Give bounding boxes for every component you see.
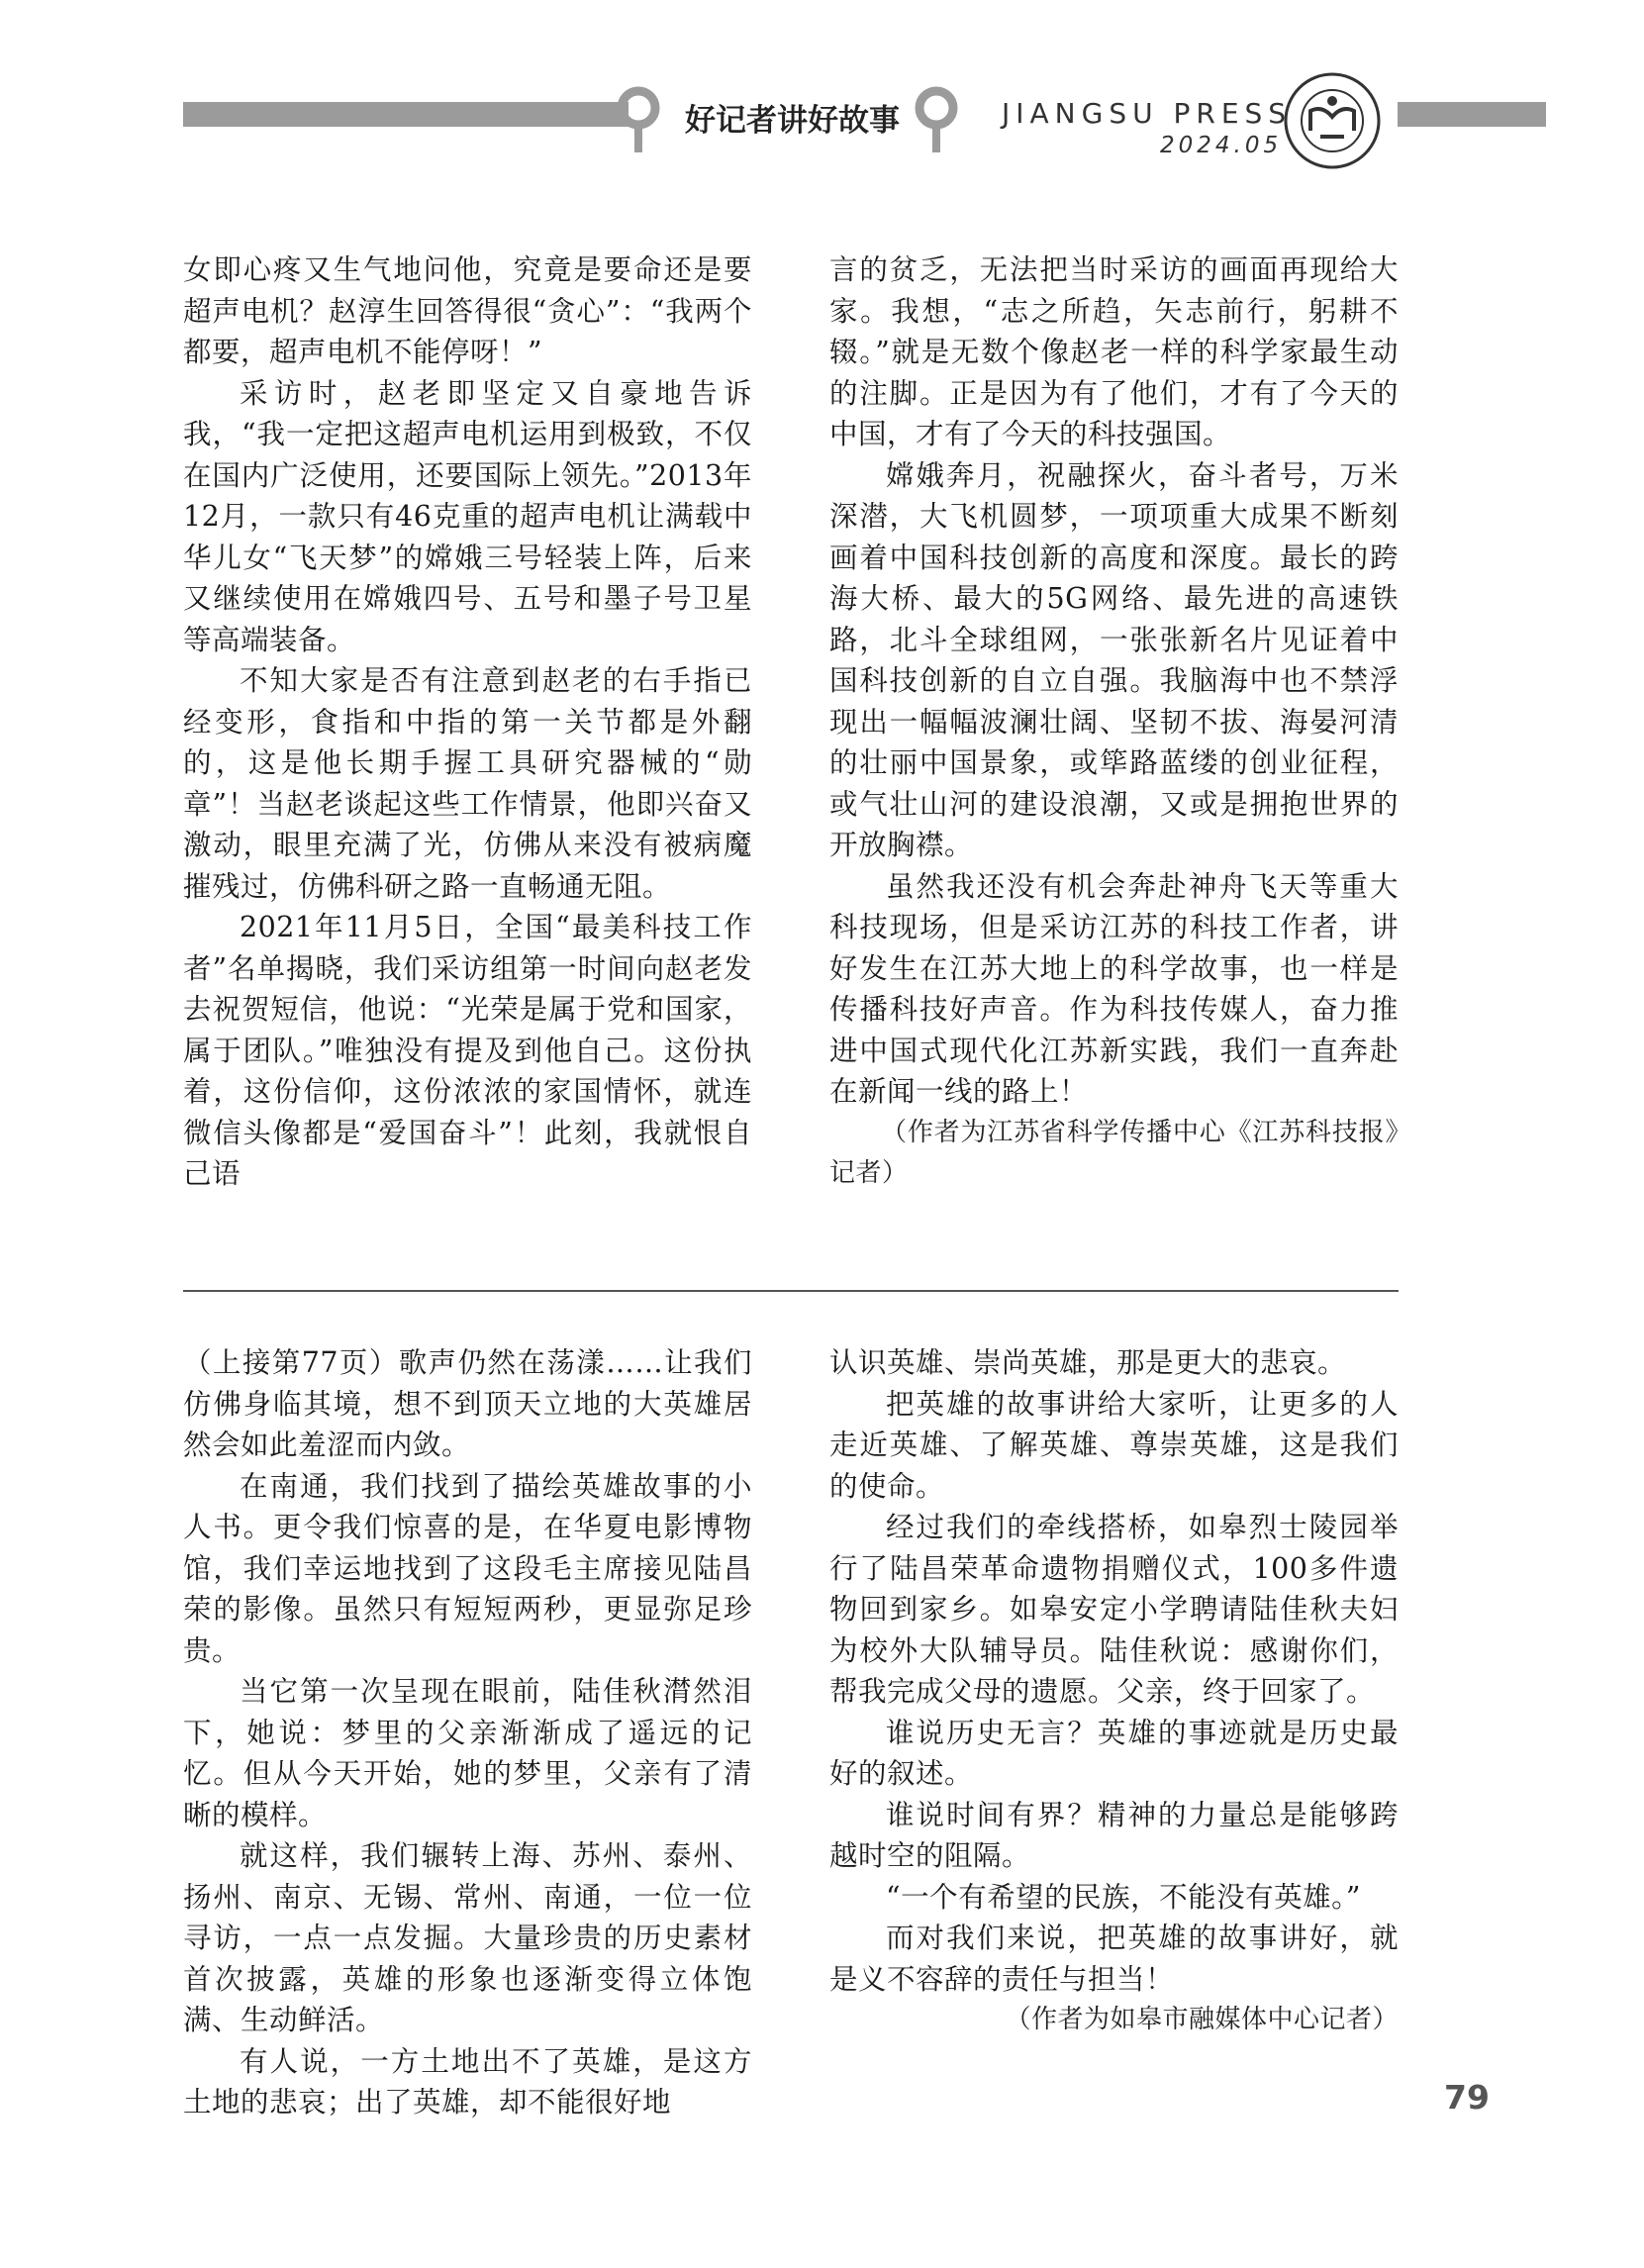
paragraph: 言的贫乏，无法把当时采访的画面再现给大家。我想，“志之所趋，矢志前行，躬耕不辍。”就是无数个像赵老一样的科学家最生动的注脚。正是因为有了他们，才有了今天的中国，才有了今天的科技强国。 (829, 253, 1399, 450)
article1-right-column (829, 249, 1399, 1195)
paragraph: 当它第一次呈现在眼前，陆佳秋潸然泪下，她说：梦里的父亲渐渐成了遥远的记忆。但从今天开始，她的梦里，父亲有了清晰的模样。 (183, 1675, 752, 1831)
paragraph: 而对我们来说，把英雄的故事讲好，就是义不容辞的责任与担当！ (829, 1922, 1399, 1996)
paragraph: 2021年11月5日，全国“最美科技工作者”名单揭晓，我们采访组第一时间向赵老发去祝贺短信，他说：“光荣是属于党和国家，属于团队。”唯独没有提及到他自己。这份执着，这份信仰，这份浓浓的家国情怀，就连微信头像都是“爱国奋斗”！此刻，我就恨自己语 (183, 911, 752, 1190)
page-number: 79 (1444, 2078, 1490, 2117)
header-bar-right (1398, 102, 1546, 127)
author-byline: （作者为如皋市融媒体中心记者） (1005, 2005, 1399, 2034)
paragraph: 经过我们的牵线搭桥，如皋烈士陵园举行了陆昌荣革命遗物捐赠仪式，100多件遗物回到家乡。如皋安定小学聘请陆佳秋夫妇为校外大队辅导员。陆佳秋说：感谢你们，帮我完成父母的遗愿。父亲，终于回家了。 (829, 1511, 1399, 1708)
paragraph: 嫦娥奔月，祝融探火，奋斗者号，万米深潜，大飞机圆梦，一项项重大成果不断刻画着中国科技创新的高度和深度。最长的跨海大桥、最大的5G网络、最先进的高速铁路，北斗全球组网，一张张新名片见证着中国科技创新的自立自强。我脑海中也不禁浮现出一幅幅波澜壮阔、坚韧不拔、海晏河清的壮丽中国景象，或筚路蓝缕的创业征程，或气壮山河的建设浪潮，又或是拥抱世界的开放胸襟。 (829, 458, 1399, 861)
article2-left-column (183, 1342, 752, 2123)
paragraph: 采访时，赵老即坚定又自豪地告诉我，“我一定把这超声电机运用到极致，不仅在国内广泛使用，还要国际上领先。”2013年12月，一款只有46克重的超声电机让满载中华儿女“飞天梦”的嫦娥三号轻装上阵，后来又继续使用在嫦娥四号、五号和墨子号卫星等高端装备。 (183, 376, 752, 656)
issue-date: 2024.05 (1160, 133, 1283, 158)
paragraph: 有人说，一方土地出不了英雄，是这方土地的悲哀；出了英雄，却不能很好地 (183, 2044, 752, 2119)
header-bar-left (183, 102, 629, 127)
paragraph: （上接第77页）歌声仍然在荡漾……让我们仿佛身临其境，想不到顶天立地的大英雄居然会如此羞涩而内敛。 (183, 1346, 752, 1461)
article1-left-column (183, 249, 752, 1195)
author-byline: （作者为江苏省科学传播中心《江苏科技报》记者） (829, 1117, 1399, 1188)
article-divider (183, 1290, 1399, 1292)
paragraph: 虽然我还没有机会奔赴神舟飞天等重大科技现场，但是采访江苏的科技工作者，讲好发生在江苏大地上的科学故事，也一样是传播科技好声音。作为科技传媒人，奋力推进中国式现代化江苏新实践，我们一直奔赴在新闻一线的路上！ (829, 869, 1399, 1108)
paragraph: 女即心疼又生气地问他，究竟是要命还是要超声电机？赵淳生回答得很“贪心”：“我两个都要，超声电机不能停呀！” (183, 253, 752, 368)
paragraph: 谁说历史无言？英雄的事迹就是历史最好的叙述。 (829, 1716, 1399, 1790)
section-title: 好记者讲好故事 (685, 103, 900, 139)
paragraph: “一个有希望的民族，不能没有英雄。” (886, 1880, 1361, 1914)
paragraph: 认识英雄、崇尚英雄，那是更大的悲哀。 (829, 1346, 1347, 1379)
paragraph: 谁说时间有界？精神的力量总是能够跨越时空的阻隔。 (829, 1798, 1399, 1872)
paragraph: 在南通，我们找到了描绘英雄故事的小人书。更令我们惊喜的是，在华夏电影博物馆，我们幸运地找到了这段毛主席接见陆昌荣的影像。虽然只有短短两秒，更显弥足珍贵。 (183, 1469, 752, 1667)
paragraph: 不知大家是否有注意到赵老的右手指已经变形，食指和中指的第一关节都是外翻的，这是他长期手握工具研究器械的“勋章”！当赵老谈起这些工作情景，他即兴奋又激动，眼里充满了光，仿佛从来没有被病魔摧残过，仿佛科研之路一直畅通无阻。 (183, 664, 752, 903)
article2-right-column (829, 1342, 1399, 2041)
association-seal-icon (1283, 71, 1382, 170)
paragraph: 就这样，我们辗转上海、苏州、泰州、扬州、南京、无锡、常州、南通，一位一位寻访，一点一点发掘。大量珍贵的历史素材首次披露，英雄的形象也逐渐变得立体饱满、生动鲜活。 (183, 1839, 752, 2036)
paragraph: 把英雄的故事讲给大家听，让更多的人走近英雄、了解英雄、尊崇英雄，这是我们的使命。 (829, 1387, 1399, 1503)
pin-icon (914, 85, 959, 154)
publication-name: JIANGSU PRESS (1002, 97, 1293, 130)
pin-icon (616, 85, 661, 154)
